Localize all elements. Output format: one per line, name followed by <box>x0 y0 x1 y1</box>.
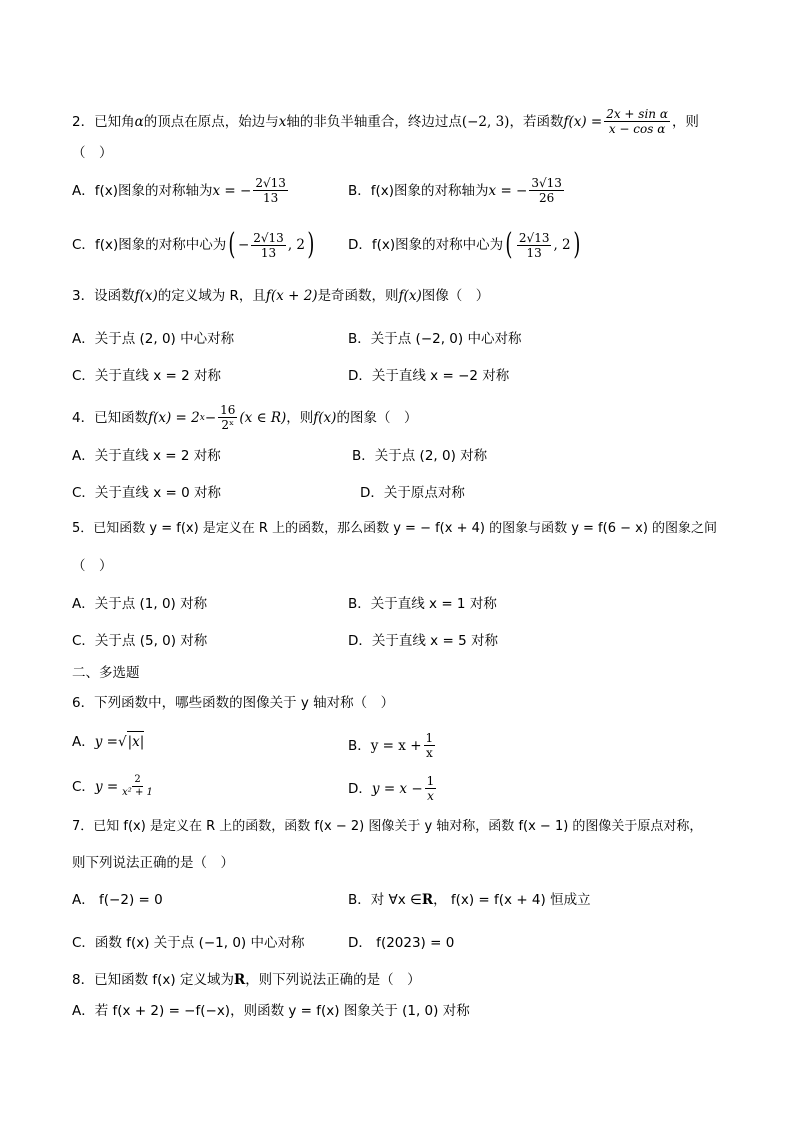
q3-tail: 是奇函数，则 <box>317 288 399 304</box>
q2-stem-a: 2．已知角 <box>72 113 135 130</box>
q6-a-radical: √ <box>117 733 127 750</box>
q2-c-den: 13 <box>260 245 277 260</box>
q2-d-text: f(x)图象的对称中心为 <box>371 237 504 253</box>
section-heading <box>72 663 140 683</box>
q6-option-c <box>72 774 157 799</box>
q7-option-d <box>348 933 454 953</box>
q8-stem-b: ，则下列说法正确的是（ ） <box>245 972 421 988</box>
q4-b-text: B．关于点 (2, 0) 对称 <box>352 448 488 464</box>
q2-a-num: 2√13 <box>255 176 286 190</box>
q7-a-text: A． f(−2) = 0 <box>72 892 163 908</box>
q2-c-text: f(x)图象的对称中心为 <box>94 237 227 253</box>
q6-d-num: 1 <box>426 774 435 788</box>
q7-d-text: D． f(2023) = 0 <box>348 935 455 951</box>
q2-option-a <box>72 176 290 205</box>
q6-b-frac <box>424 731 436 760</box>
q3-stem-a: 3．设函数 <box>72 288 135 304</box>
q4-option-a <box>72 446 221 466</box>
q7-c-text: C．函数 f(x) 关于点 (−1, 0) 中心对称 <box>72 935 305 951</box>
q2-a-eq: x = − <box>212 182 252 199</box>
q2-fraction <box>604 107 670 136</box>
q6-a-radicand: |x| <box>127 731 145 752</box>
q4-d-text: D．关于原点对称 <box>360 485 465 501</box>
q3-d-text: D．关于直线 x = −2 对称 <box>348 368 510 384</box>
q2-stem-e: ，则 <box>671 113 699 130</box>
q2-c-frac <box>251 231 286 260</box>
q3-c-text: C．关于直线 x = 2 对称 <box>72 368 221 384</box>
q3-option-a <box>72 329 234 349</box>
q2-stem-d: ，若函数 <box>509 113 564 130</box>
q6-d-frac <box>425 774 437 803</box>
q2-c-tail: , 2 <box>287 237 305 253</box>
q3-stem <box>72 286 489 306</box>
q2-d-lparen: ( <box>505 227 513 262</box>
q4-tail2: 的图象（ ） <box>336 409 418 426</box>
q2-c-num: 2√13 <box>253 230 284 245</box>
q8-stem <box>72 970 421 990</box>
q4-frac-num: 16 <box>220 403 236 417</box>
q7-stem-line2 <box>72 853 234 873</box>
q4-stem <box>72 403 417 432</box>
q4-tail: ，则 <box>286 409 314 426</box>
q4-stem-a: 4．已知函数 <box>72 409 149 426</box>
q2-stem-c: 轴的非负半轴重合，终边过点 <box>286 113 462 130</box>
q5-paren-text: （ ） <box>72 558 113 574</box>
q3-tail2: 图像（ ） <box>421 288 490 304</box>
q2-d-num: 2√13 <box>518 230 550 245</box>
q4-frac <box>218 403 237 432</box>
q7-b-tail: ， f(x) = f(x + 4) 恒成立 <box>433 892 591 908</box>
q2-point: (−2, 3) <box>461 113 510 130</box>
q4-option-d <box>360 483 465 503</box>
q2-a-den: 13 <box>263 191 279 205</box>
q2-stem <box>72 107 699 136</box>
q2-paren <box>72 143 113 163</box>
q2-d-tail: , 2 <box>553 237 571 253</box>
q2-b-den: 26 <box>539 191 555 205</box>
q7-line1: 7．已知 f(x) 是定义在 R 上的函数，函数 f(x − 2) 图像关于 y 轴对称，函数 f(x − 1) 的图像关于原点对称， <box>72 819 703 834</box>
q2-fx: f(x) = <box>563 113 603 130</box>
q8-stem-a: 8．已知函数 f(x) 定义域为 <box>72 972 234 988</box>
q5-line1: 5．已知函数 y = f(x) 是定义在 R 上的函数，那么函数 y = − f(x + 4) 的图象与函数 y = f(6 − x) 的图象之间 <box>72 521 718 536</box>
q3-mid: 的定义域为 R，且 <box>157 288 266 304</box>
q8-option-a <box>72 1001 470 1021</box>
q2-option-d <box>348 227 582 262</box>
q5-paren <box>72 556 113 576</box>
q6-option-a <box>72 731 144 752</box>
q3-fx: f(x) <box>134 288 158 304</box>
q2-x: x <box>278 113 287 130</box>
q6-a-eq: y = <box>94 733 118 750</box>
q5-a-text: A．关于点 (1, 0) 对称 <box>72 596 208 612</box>
q2-a-text: f(x)图象的对称轴为 <box>94 182 213 199</box>
q7-option-c <box>72 933 304 953</box>
q4-a-text: A．关于直线 x = 2 对称 <box>72 448 221 464</box>
q6-d-label: D． <box>348 780 372 797</box>
q3-fx2: f(x + 2) <box>265 288 318 304</box>
q8-a-text: A．若 f(x + 2) = −f(−x)，则函数 y = f(x) 图象关于 (1, 0) 对称 <box>72 1003 470 1019</box>
q7-stem-line1 <box>72 817 702 837</box>
section-heading-text: 二、多选题 <box>72 665 140 681</box>
q2-b-eq: x = − <box>488 182 528 199</box>
q4-option-c <box>72 483 221 503</box>
q6-stem <box>72 693 394 713</box>
q7-option-a <box>72 890 163 910</box>
q4-fx2: f(x) <box>313 409 337 426</box>
q2-a-frac <box>253 176 288 205</box>
q2-b-label: B． <box>348 182 371 199</box>
q4-sup: x <box>199 412 205 423</box>
q6-c-den: x² + 1 <box>122 787 153 798</box>
q2-c-neg: − <box>237 237 250 253</box>
q6-option-d <box>348 774 438 803</box>
q2-option-b <box>348 176 566 205</box>
q5-c-text: C．关于点 (5, 0) 对称 <box>72 633 208 649</box>
q6-d-eq: y = x − <box>371 780 423 797</box>
q6-b-den: x <box>425 746 433 760</box>
q7-b-pre: B．对 ∀x ∈ <box>348 892 422 908</box>
q4-c-text: C．关于直线 x = 0 对称 <box>72 485 221 501</box>
q2-stem-b: 的顶点在原点，始边与 <box>143 113 279 130</box>
q2-c-rparen: ) <box>307 227 315 262</box>
q7-line2: 则下列说法正确的是（ ） <box>72 855 234 871</box>
q4-domain: (x ∈ R) <box>239 409 287 426</box>
q3-option-b <box>348 329 521 349</box>
q6-c-label: C． <box>72 778 95 795</box>
q8-reals: R <box>233 972 246 988</box>
q3-option-c <box>72 366 221 386</box>
q3-option-d <box>348 366 509 386</box>
q6-option-b <box>348 731 437 760</box>
q2-d-label: D． <box>348 237 372 253</box>
q2-c-label: C． <box>72 237 95 253</box>
q4-minus: − <box>204 409 217 426</box>
q7-option-b <box>348 890 591 910</box>
q3-a-text: A．关于点 (2, 0) 中心对称 <box>72 331 235 347</box>
q3-b-text: B．关于点 (−2, 0) 中心对称 <box>348 331 522 347</box>
q6-c-frac <box>120 774 155 799</box>
q2-b-frac <box>529 176 564 205</box>
q2-b-num: 3√13 <box>531 176 562 190</box>
q5-b-text: B．关于直线 x = 1 对称 <box>348 596 497 612</box>
q2-frac-num: 2x + sin α <box>606 107 668 121</box>
q6-b-eq: y = x + <box>370 737 422 754</box>
q5-option-b <box>348 594 497 614</box>
q2-option-c <box>72 227 317 262</box>
q6-c-eq: y = <box>94 778 119 795</box>
q2-alpha: α <box>134 113 144 130</box>
q7-b-reals: R <box>421 892 434 908</box>
q4-frac-den: 2ˣ <box>221 418 235 432</box>
q5-option-c <box>72 631 207 651</box>
q2-paren-text: （ ） <box>72 145 113 161</box>
q2-b-text: f(x)图象的对称轴为 <box>370 182 489 199</box>
q6-b-num: 1 <box>425 731 434 745</box>
q6-a-label: A． <box>72 733 95 750</box>
q6-b-label: B． <box>348 737 371 754</box>
q3-fx3: f(x) <box>398 288 422 304</box>
q5-option-d <box>348 631 498 651</box>
q5-stem <box>72 519 717 539</box>
q6-stem-text: 6．下列函数中，哪些函数的图像关于 y 轴对称（ ） <box>72 695 395 711</box>
q5-d-text: D．关于直线 x = 5 对称 <box>348 633 498 649</box>
q2-frac-den: x − cos α <box>608 122 666 136</box>
q5-option-a <box>72 594 207 614</box>
q2-a-label: A． <box>72 182 95 199</box>
q2-c-lparen: ( <box>228 227 236 262</box>
q2-d-rparen: ) <box>572 227 581 262</box>
q2-d-den: 13 <box>526 245 542 260</box>
q2-d-frac <box>517 231 552 260</box>
q6-d-den: x <box>427 789 434 803</box>
q4-option-b <box>352 446 487 466</box>
q6-c-num: 2 <box>134 774 141 785</box>
q4-fx: f(x) = 2 <box>148 409 200 426</box>
